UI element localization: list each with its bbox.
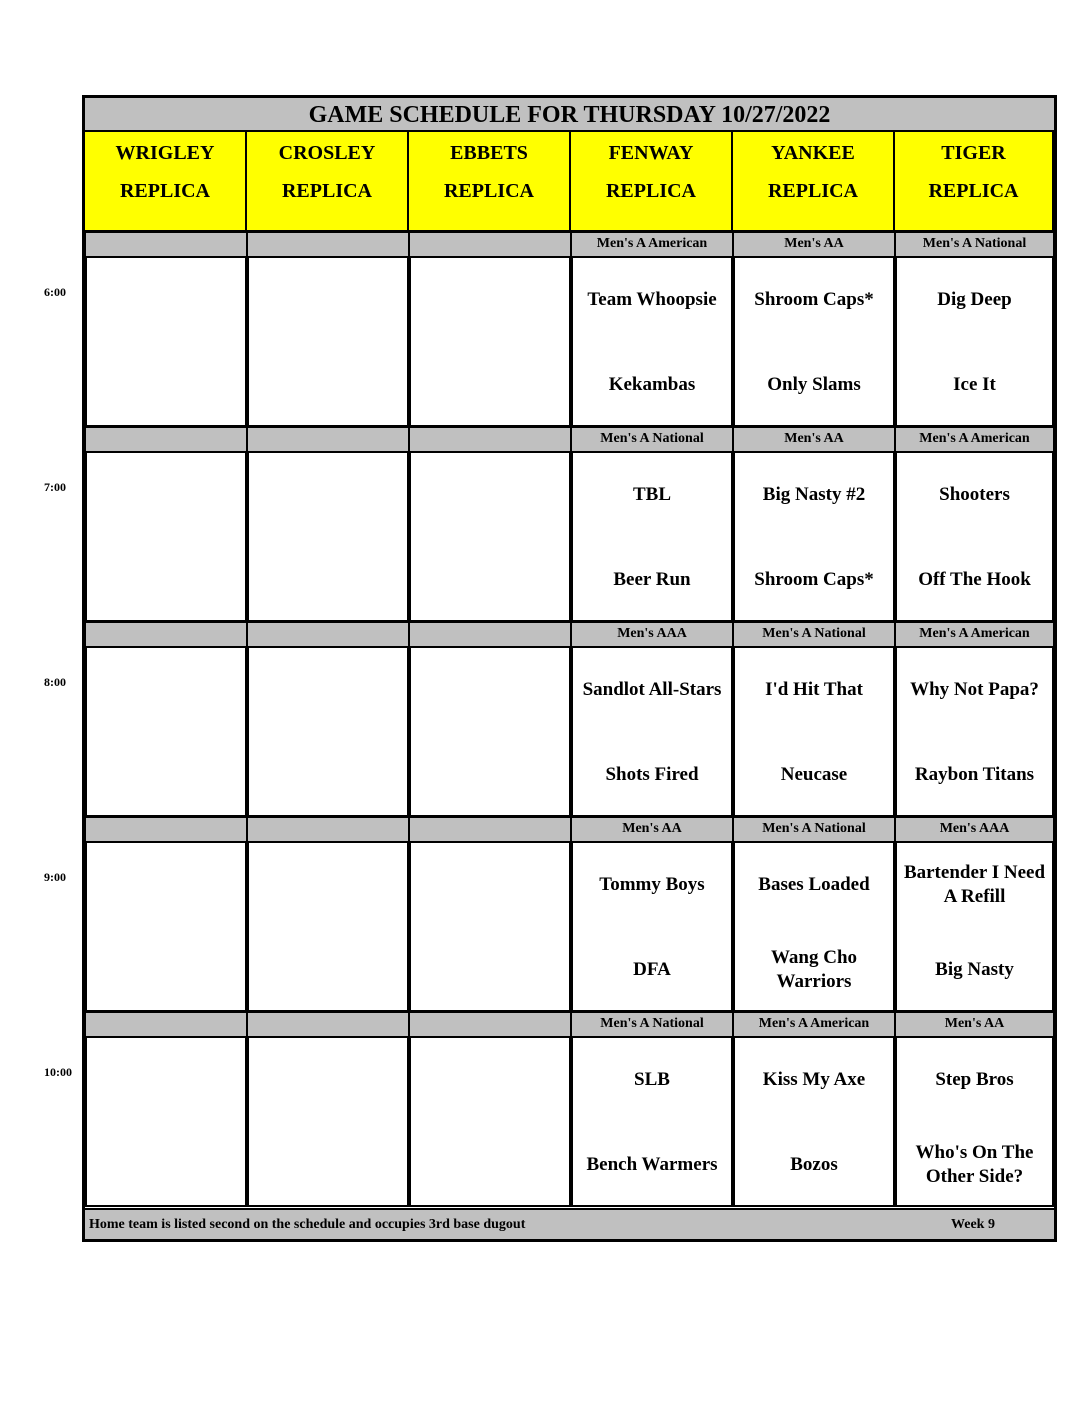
away-team: Tommy Boys bbox=[599, 874, 705, 895]
division-label bbox=[85, 1012, 247, 1037]
away-team: Why Not Papa? bbox=[910, 679, 1039, 700]
field-name: TIGER bbox=[941, 142, 1006, 164]
away-team: Step Bros bbox=[935, 1069, 1014, 1090]
time-label: 6:00 bbox=[44, 285, 66, 299]
field-header-crosley bbox=[247, 132, 409, 232]
game-cell bbox=[571, 646, 733, 817]
schedule-table bbox=[82, 95, 1057, 1242]
away-team: SLB bbox=[634, 1069, 670, 1090]
game-cell bbox=[85, 646, 247, 817]
field-sub: REPLICA bbox=[119, 180, 210, 202]
away-team: Bases Loaded bbox=[758, 874, 870, 895]
division-label bbox=[247, 427, 409, 452]
division-label: Men's AA bbox=[733, 427, 895, 452]
division-label bbox=[409, 817, 571, 842]
division-label bbox=[247, 1012, 409, 1037]
division-label bbox=[247, 232, 409, 257]
division-label: Men's A National bbox=[571, 427, 733, 452]
away-team: Sandlot All-Stars bbox=[582, 679, 722, 700]
division-label: Men's A American bbox=[895, 622, 1054, 647]
division-label bbox=[85, 817, 247, 842]
division-label: Men's A National bbox=[733, 817, 895, 842]
away-team: TBL bbox=[632, 484, 672, 505]
game-cell bbox=[409, 256, 571, 427]
game-cell bbox=[85, 256, 247, 427]
division-label bbox=[409, 1012, 571, 1037]
division-label bbox=[85, 232, 247, 257]
game-cell bbox=[409, 646, 571, 817]
division-label: Men's A American bbox=[571, 232, 733, 257]
home-team: Ice It bbox=[953, 374, 996, 395]
home-team: Shroom Caps* bbox=[754, 569, 874, 590]
game-cell bbox=[409, 1036, 571, 1207]
home-team: Beer Run bbox=[613, 569, 691, 590]
away-team: Big Nasty #2 bbox=[762, 484, 866, 505]
time-label: 10:00 bbox=[44, 1065, 72, 1079]
field-name: CROSLEY bbox=[278, 142, 376, 164]
home-team: Only Slams bbox=[767, 374, 861, 395]
game-cell bbox=[895, 451, 1054, 622]
division-label bbox=[247, 622, 409, 647]
away-team: Dig Deep bbox=[937, 289, 1012, 310]
division-label bbox=[409, 622, 571, 647]
page-title: GAME SCHEDULE FOR THURSDAY 10/27/2022 bbox=[85, 98, 1054, 132]
game-cell bbox=[733, 841, 895, 1012]
field-header-wrigley bbox=[85, 132, 247, 232]
home-team: Shots Fired bbox=[605, 764, 699, 785]
field-name: FENWAY bbox=[608, 142, 694, 164]
field-sub: REPLICA bbox=[443, 180, 534, 202]
field-name: YANKEE bbox=[771, 142, 855, 164]
field-sub: REPLICA bbox=[767, 180, 858, 202]
home-team: Raybon Titans bbox=[914, 764, 1035, 785]
home-team: Neucase bbox=[780, 764, 848, 785]
field-sub: REPLICA bbox=[928, 180, 1019, 202]
home-team: Bench Warmers bbox=[586, 1154, 718, 1175]
game-cell bbox=[85, 1036, 247, 1207]
game-cell bbox=[409, 841, 571, 1012]
game-cell bbox=[895, 841, 1054, 1012]
home-team: Off The Hook bbox=[918, 569, 1031, 590]
game-cell bbox=[733, 646, 895, 817]
home-team: Wang Cho Warriors bbox=[770, 947, 858, 992]
field-sub: REPLICA bbox=[605, 180, 696, 202]
game-cell bbox=[733, 1036, 895, 1207]
field-header-fenway bbox=[571, 132, 733, 232]
division-label: Men's A American bbox=[895, 427, 1054, 452]
away-team: Kiss My Axe bbox=[762, 1069, 866, 1090]
away-team: Shooters bbox=[939, 484, 1010, 505]
field-name: EBBETS bbox=[450, 142, 528, 164]
field-sub: REPLICA bbox=[281, 180, 372, 202]
week-label: Week 9 bbox=[951, 1217, 995, 1232]
field-header-ebbets bbox=[409, 132, 571, 232]
time-label: 9:00 bbox=[44, 870, 66, 884]
division-label: Men's AAA bbox=[895, 817, 1054, 842]
game-cell bbox=[571, 841, 733, 1012]
division-label: Men's A National bbox=[571, 1012, 733, 1037]
away-team: I'd Hit That bbox=[765, 679, 863, 700]
division-label: Men's A National bbox=[895, 232, 1054, 257]
game-cell bbox=[571, 1036, 733, 1207]
game-cell bbox=[247, 841, 409, 1012]
game-cell bbox=[247, 256, 409, 427]
home-team: Kekambas bbox=[608, 374, 696, 395]
home-team: Bozos bbox=[790, 1154, 838, 1175]
division-label bbox=[409, 427, 571, 452]
division-label bbox=[85, 427, 247, 452]
division-label: Men's AA bbox=[895, 1012, 1054, 1037]
division-label: Men's A American bbox=[733, 1012, 895, 1037]
home-team: DFA bbox=[633, 959, 671, 980]
away-team: Shroom Caps* bbox=[754, 289, 874, 310]
game-cell bbox=[247, 1036, 409, 1207]
division-label: Men's AA bbox=[571, 817, 733, 842]
game-cell bbox=[571, 451, 733, 622]
game-cell bbox=[85, 841, 247, 1012]
game-cell bbox=[895, 646, 1054, 817]
division-label: Men's AAA bbox=[571, 622, 733, 647]
game-cell bbox=[247, 451, 409, 622]
game-cell bbox=[895, 256, 1054, 427]
home-team: Who's On The Other Side? bbox=[915, 1142, 1034, 1187]
field-header-yankee bbox=[733, 132, 895, 232]
game-cell bbox=[895, 1036, 1054, 1207]
game-cell bbox=[409, 451, 571, 622]
game-cell bbox=[733, 256, 895, 427]
time-label: 7:00 bbox=[44, 480, 66, 494]
time-label: 8:00 bbox=[44, 675, 66, 689]
away-team: Team Whoopsie bbox=[587, 289, 717, 310]
away-team: Bartender I Need A Refill bbox=[903, 862, 1046, 907]
field-name: WRIGLEY bbox=[115, 142, 215, 164]
field-header-tiger bbox=[895, 132, 1054, 232]
footer-note: Home team is listed second on the schedule and occupies 3rd base dugout bbox=[89, 1217, 526, 1232]
division-label bbox=[85, 622, 247, 647]
schedule-footer bbox=[85, 1208, 1054, 1239]
game-cell bbox=[571, 256, 733, 427]
game-cell bbox=[733, 451, 895, 622]
home-team: Big Nasty bbox=[935, 959, 1014, 980]
division-label: Men's A National bbox=[733, 622, 895, 647]
game-cell bbox=[85, 451, 247, 622]
division-label: Men's AA bbox=[733, 232, 895, 257]
division-label bbox=[409, 232, 571, 257]
game-cell bbox=[247, 646, 409, 817]
division-label bbox=[247, 817, 409, 842]
